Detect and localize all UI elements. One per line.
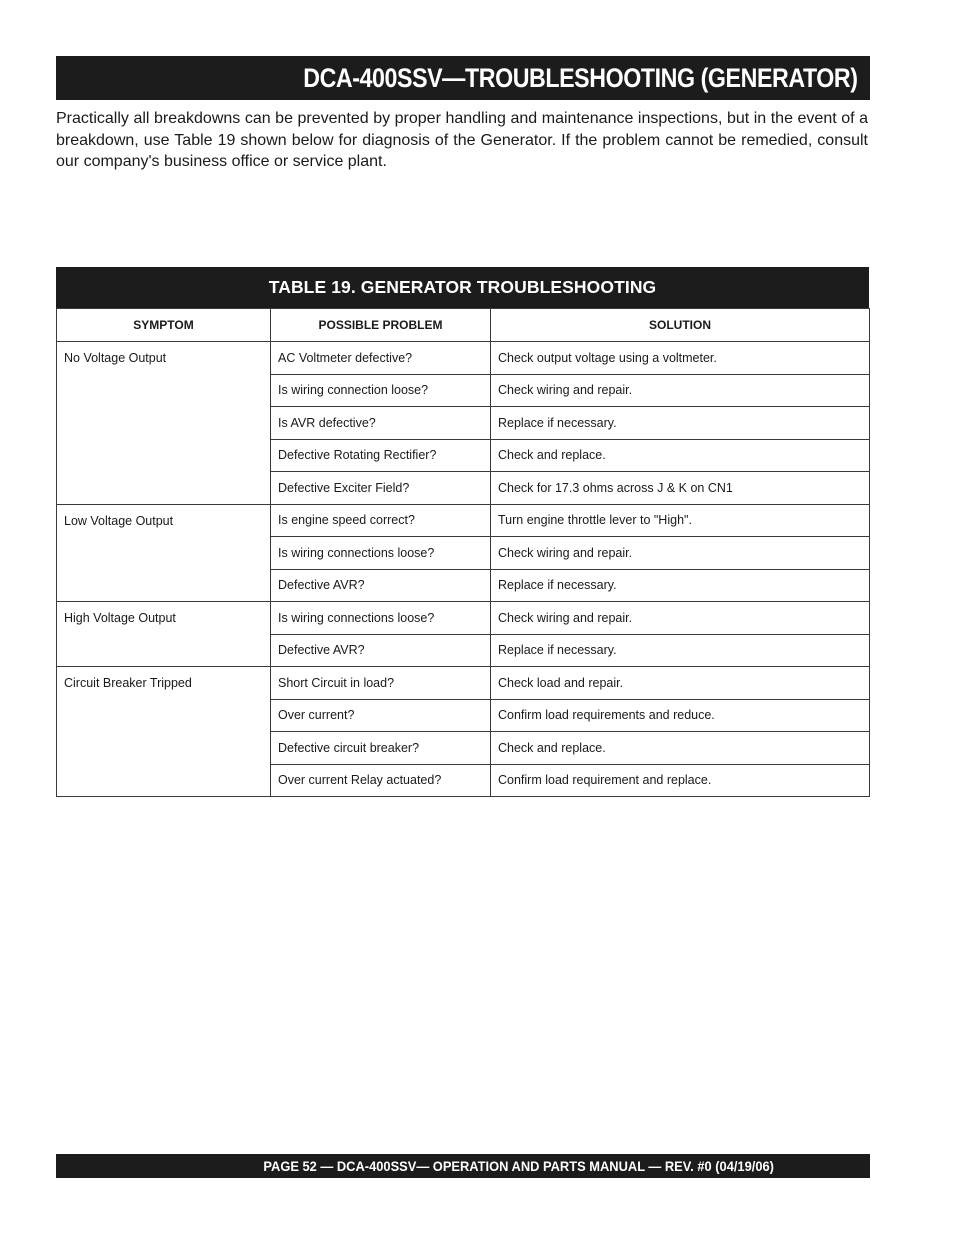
symptom-cell: Circuit Breaker Tripped xyxy=(57,667,271,797)
solution-cell: Check wiring and repair. xyxy=(491,537,870,570)
page-title: DCA-400SSV—TROUBLESHOOTING (GENERATOR) xyxy=(303,63,858,93)
solution-cell: Confirm load requirement and replace. xyxy=(491,764,870,797)
solution-cell: Check and replace. xyxy=(491,439,870,472)
possible-problem-cell: Is wiring connections loose? xyxy=(271,537,491,570)
column-header-solution: SOLUTION xyxy=(491,309,870,342)
column-header-symptom: SYMPTOM xyxy=(57,309,271,342)
symptom-cell: No Voltage Output xyxy=(57,342,271,505)
possible-problem-cell: Over current Relay actuated? xyxy=(271,764,491,797)
possible-problem-cell: Defective AVR? xyxy=(271,634,491,667)
table-row xyxy=(57,602,870,635)
possible-problem-cell: Is engine speed correct? xyxy=(271,504,491,537)
troubleshooting-table xyxy=(56,308,870,797)
solution-cell: Check wiring and repair. xyxy=(491,602,870,635)
solution-cell: Check and replace. xyxy=(491,732,870,765)
symptom-cell: High Voltage Output xyxy=(57,602,271,667)
possible-problem-cell: Defective Exciter Field? xyxy=(271,472,491,505)
possible-problem-cell: Defective Rotating Rectifier? xyxy=(271,439,491,472)
solution-cell: Check wiring and repair. xyxy=(491,374,870,407)
possible-problem-cell: Short Circuit in load? xyxy=(271,667,491,700)
solution-cell: Turn engine throttle lever to "High". xyxy=(491,504,870,537)
table-header-row xyxy=(57,309,870,342)
troubleshooting-table-container xyxy=(56,267,869,797)
possible-problem-cell: Is wiring connection loose? xyxy=(271,374,491,407)
column-header-possible-problem: POSSIBLE PROBLEM xyxy=(271,309,491,342)
possible-problem-cell: Is AVR defective? xyxy=(271,407,491,440)
solution-cell: Replace if necessary. xyxy=(491,407,870,440)
symptom-cell: Low Voltage Output xyxy=(57,504,271,602)
table-row xyxy=(57,342,870,375)
solution-cell: Check for 17.3 ohms across J & K on CN1 xyxy=(491,472,870,505)
possible-problem-cell: AC Voltmeter defective? xyxy=(271,342,491,375)
possible-problem-cell: Defective circuit breaker? xyxy=(271,732,491,765)
table-row xyxy=(57,504,870,537)
title-bar xyxy=(56,56,870,100)
solution-cell: Check output voltage using a voltmeter. xyxy=(491,342,870,375)
solution-cell: Confirm load requirements and reduce. xyxy=(491,699,870,732)
solution-cell: Replace if necessary. xyxy=(491,634,870,667)
possible-problem-cell: Is wiring connections loose? xyxy=(271,602,491,635)
solution-cell: Replace if necessary. xyxy=(491,569,870,602)
footer-text: PAGE 52 — DCA-400SSV— OPERATION AND PARTS MANUAL — REV. #0 (04/19/06) xyxy=(263,1158,774,1174)
footer-bar xyxy=(56,1154,870,1178)
solution-cell: Check load and repair. xyxy=(491,667,870,700)
possible-problem-cell: Over current? xyxy=(271,699,491,732)
intro-paragraph: Practically all breakdowns can be prevented by proper handling and maintenance inspections, but in the event of a breakdown, use Table 19 shown below for diagnosis of the Generator. If the problem cannot be remedied, consult our company's business office or service plant. xyxy=(56,110,868,170)
table-caption: TABLE 19. GENERATOR TROUBLESHOOTING xyxy=(56,267,869,308)
table-row xyxy=(57,667,870,700)
possible-problem-cell: Defective AVR? xyxy=(271,569,491,602)
table-body xyxy=(57,342,870,797)
